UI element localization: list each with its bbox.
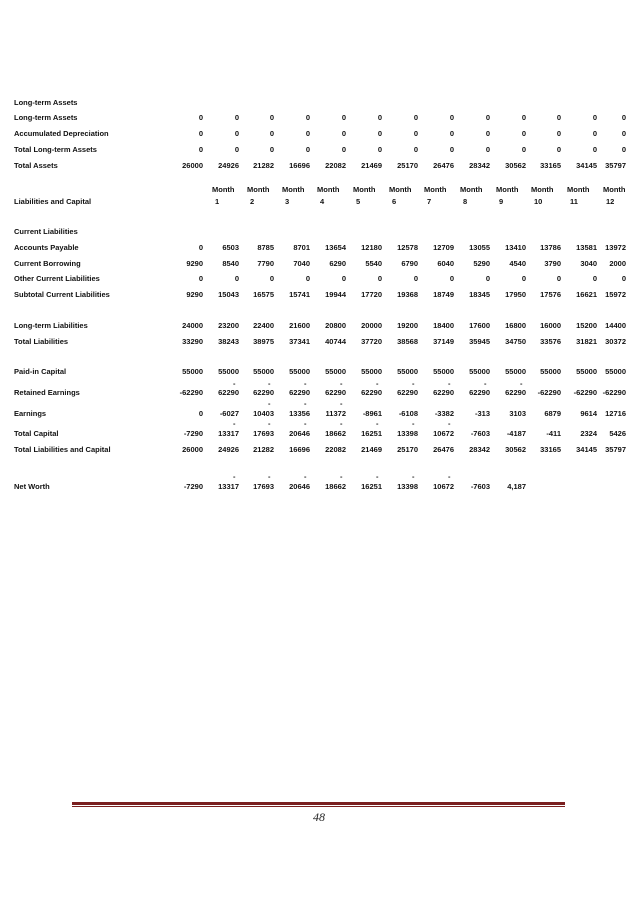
dash-mark: - <box>448 419 451 428</box>
row-value: 0 <box>305 274 310 283</box>
row-value: -7603 <box>470 429 490 438</box>
row-value: 12716 <box>605 409 626 418</box>
row-value: 2324 <box>580 429 597 438</box>
row-value: 16800 <box>505 321 526 330</box>
dash-mark: - <box>268 379 271 388</box>
row-value: 0 <box>485 113 490 122</box>
row-value: 13398 <box>397 482 418 491</box>
month-header-word: Month <box>603 185 626 194</box>
row-value: 21469 <box>361 445 382 454</box>
row-label: Liabilities and Capital <box>14 197 92 206</box>
row-value: 28342 <box>469 445 490 454</box>
row-value: 55000 <box>433 367 454 376</box>
row-value: 62290 <box>289 388 310 397</box>
row-value: 22082 <box>325 445 346 454</box>
row-value: 0 <box>556 145 561 154</box>
row-value: 6879 <box>544 409 561 418</box>
row-value: 55000 <box>182 367 203 376</box>
row-value: 25170 <box>397 445 418 454</box>
row-value: 20000 <box>361 321 382 330</box>
row-value: 0 <box>485 145 490 154</box>
row-value: 10672 <box>433 482 454 491</box>
row-value: 62290 <box>361 388 382 397</box>
row-value: 0 <box>449 113 454 122</box>
row-value: 17950 <box>505 290 526 299</box>
row-value: 55000 <box>218 367 239 376</box>
row-value: 13356 <box>289 409 310 418</box>
row-value: 13317 <box>218 482 239 491</box>
dash-mark: - <box>448 472 451 481</box>
row-value: 62290 <box>253 388 274 397</box>
row-value: -313 <box>474 409 490 418</box>
row-value: 22400 <box>253 321 274 330</box>
month-header-word: Month <box>496 185 519 194</box>
row-value: 16000 <box>540 321 561 330</box>
dash-mark: - <box>304 399 307 408</box>
row-label: Total Assets <box>14 161 58 170</box>
row-value: 23200 <box>218 321 239 330</box>
row-value: -62290 <box>573 388 597 397</box>
row-label: Total Liabilities <box>14 337 69 346</box>
row-value: 0 <box>413 113 418 122</box>
row-value: 26476 <box>433 445 454 454</box>
row-label: Long-term Assets <box>14 113 78 122</box>
month-header-number: 2 <box>250 197 255 206</box>
table-row <box>0 112 638 124</box>
row-value: 0 <box>269 113 274 122</box>
row-value: 0 <box>305 145 310 154</box>
row-value: 0 <box>521 129 526 138</box>
row-value: 0 <box>234 274 239 283</box>
row-label: Retained Earnings <box>14 388 80 397</box>
row-value: 5540 <box>365 259 382 268</box>
footer-rule-thick <box>72 802 565 805</box>
row-value: 31821 <box>576 337 597 346</box>
row-value: -7603 <box>470 482 490 491</box>
row-value: 0 <box>485 129 490 138</box>
row-value: 0 <box>198 145 203 154</box>
row-value: 55000 <box>469 367 490 376</box>
row-value: 28342 <box>469 161 490 170</box>
table-row <box>0 428 638 440</box>
row-value: 34750 <box>505 337 526 346</box>
row-value: 0 <box>341 145 346 154</box>
month-header-word: Month <box>317 185 340 194</box>
row-value: 55000 <box>325 367 346 376</box>
row-value: 62290 <box>469 388 490 397</box>
row-value: -6027 <box>219 409 239 418</box>
row-value: 0 <box>521 274 526 283</box>
row-value: 24926 <box>218 445 239 454</box>
table-row <box>0 242 638 254</box>
dash-mark: - <box>520 379 523 388</box>
row-value: 0 <box>377 113 382 122</box>
row-value: 62290 <box>505 388 526 397</box>
dash-mark: - <box>268 399 271 408</box>
row-value: 55000 <box>505 367 526 376</box>
dash-mark: - <box>233 419 236 428</box>
dash-mark: - <box>340 419 343 428</box>
table-row <box>0 408 638 420</box>
row-value: 20646 <box>289 482 310 491</box>
row-value: 20800 <box>325 321 346 330</box>
row-value: 0 <box>377 274 382 283</box>
row-value: 37720 <box>361 337 382 346</box>
row-value: 18400 <box>433 321 454 330</box>
dash-mark: - <box>268 472 271 481</box>
row-value: 19368 <box>397 290 418 299</box>
month-header-number: 11 <box>570 197 578 206</box>
row-value: 0 <box>521 145 526 154</box>
row-value: 6790 <box>401 259 418 268</box>
row-label: Current Liabilities <box>14 227 78 236</box>
row-value: 21282 <box>253 445 274 454</box>
month-header-number: 7 <box>427 197 432 206</box>
row-value: -62290 <box>179 388 203 397</box>
row-value: 8701 <box>293 243 310 252</box>
row-value: 0 <box>621 274 626 283</box>
row-value: 11372 <box>325 409 346 418</box>
table-row <box>0 258 638 270</box>
row-value: 9290 <box>186 259 203 268</box>
dash-mark: - <box>376 419 379 428</box>
row-value: 33576 <box>540 337 561 346</box>
row-value: 12709 <box>433 243 454 252</box>
row-value: -7290 <box>183 429 203 438</box>
row-value: 2000 <box>609 259 626 268</box>
row-value: 55000 <box>253 367 274 376</box>
row-value: 0 <box>269 274 274 283</box>
row-value: 55000 <box>576 367 597 376</box>
dash-mark: - <box>340 472 343 481</box>
row-value: 3790 <box>544 259 561 268</box>
table-row <box>0 273 638 285</box>
table-row <box>0 336 638 348</box>
row-value: 0 <box>592 129 597 138</box>
row-value: 55000 <box>397 367 418 376</box>
row-value: 21282 <box>253 161 274 170</box>
table-row <box>0 320 638 332</box>
row-value: -6108 <box>398 409 418 418</box>
row-value: 18662 <box>325 482 346 491</box>
table-row <box>0 128 638 140</box>
row-value: 14400 <box>605 321 626 330</box>
month-header-word: Month <box>424 185 447 194</box>
table-row <box>0 366 638 378</box>
dash-mark: - <box>376 379 379 388</box>
row-label: Total Liabilities and Capital <box>14 445 111 454</box>
row-value: 13581 <box>576 243 597 252</box>
row-value: 62290 <box>433 388 454 397</box>
row-value: 0 <box>198 129 203 138</box>
row-value: 38568 <box>397 337 418 346</box>
row-value: 34145 <box>576 445 597 454</box>
row-value: 8785 <box>257 243 274 252</box>
row-value: 0 <box>621 129 626 138</box>
month-header-number: 1 <box>215 197 220 206</box>
page-number: 48 <box>313 810 325 824</box>
row-label: Subtotal Current Liabilities <box>14 290 110 299</box>
table-row <box>0 289 638 301</box>
row-value: 24000 <box>182 321 203 330</box>
table-row <box>0 481 638 493</box>
month-header-word: Month <box>212 185 235 194</box>
dash-mark: - <box>268 419 271 428</box>
row-value: 21600 <box>289 321 310 330</box>
row-value: 21469 <box>361 161 382 170</box>
row-label: Net Worth <box>14 482 50 491</box>
row-value: 62290 <box>397 388 418 397</box>
row-value: 22082 <box>325 161 346 170</box>
row-value: 0 <box>449 145 454 154</box>
row-value: 16696 <box>289 445 310 454</box>
row-value: 38975 <box>253 337 274 346</box>
table-row <box>0 226 638 238</box>
row-value: 30562 <box>505 161 526 170</box>
month-header-number: 12 <box>606 197 615 206</box>
dash-mark: - <box>340 399 343 408</box>
row-value: 0 <box>269 129 274 138</box>
row-value: 37149 <box>433 337 454 346</box>
month-header-number: 3 <box>285 197 290 206</box>
row-value: 18749 <box>433 290 454 299</box>
row-value: 18662 <box>325 429 346 438</box>
row-value: 30562 <box>505 445 526 454</box>
row-value: 0 <box>413 145 418 154</box>
row-value: 0 <box>198 113 203 122</box>
month-header-number: 10 <box>534 197 543 206</box>
row-label: Accumulated Depreciation <box>14 129 109 138</box>
row-value: 9290 <box>186 290 203 299</box>
row-value: 19944 <box>325 290 346 299</box>
row-value: 26476 <box>433 161 454 170</box>
row-value: 13055 <box>469 243 490 252</box>
row-value: 15741 <box>289 290 310 299</box>
row-value: 35945 <box>469 337 490 346</box>
dash-mark: - <box>304 472 307 481</box>
row-value: 0 <box>592 274 597 283</box>
month-header-number: 5 <box>356 197 361 206</box>
month-header-number: 4 <box>320 197 325 206</box>
table-row <box>0 160 638 172</box>
dash-mark: - <box>412 379 415 388</box>
month-header-number: 8 <box>463 197 468 206</box>
row-value: 17576 <box>540 290 561 299</box>
table-row <box>0 144 638 156</box>
dash-mark: - <box>412 472 415 481</box>
row-value: 16696 <box>289 161 310 170</box>
row-value: 13410 <box>505 243 526 252</box>
row-value: 55000 <box>361 367 382 376</box>
row-value: 3103 <box>509 409 526 418</box>
row-value: -411 <box>546 429 561 438</box>
row-label: Long-term Liabilities <box>14 321 88 330</box>
row-value: 37341 <box>289 337 310 346</box>
month-header-word: Month <box>282 185 305 194</box>
row-value: 33165 <box>540 161 561 170</box>
row-value: 16251 <box>361 482 382 491</box>
month-header-word: Month <box>247 185 270 194</box>
table-row <box>0 387 638 399</box>
dash-mark: - <box>412 419 415 428</box>
row-value: 0 <box>556 274 561 283</box>
row-value: 12180 <box>361 243 382 252</box>
row-value: 6503 <box>222 243 239 252</box>
row-value: 0 <box>234 129 239 138</box>
row-value: 10672 <box>433 429 454 438</box>
row-value: 12578 <box>397 243 418 252</box>
row-value: 10403 <box>253 409 274 418</box>
dash-mark: - <box>376 472 379 481</box>
row-value: 3040 <box>580 259 597 268</box>
row-value: 35797 <box>605 161 626 170</box>
row-value: 0 <box>621 113 626 122</box>
row-value: 0 <box>521 113 526 122</box>
row-value: 0 <box>234 113 239 122</box>
row-value: 17693 <box>253 429 274 438</box>
row-value: 6040 <box>437 259 454 268</box>
row-value: 24926 <box>218 161 239 170</box>
row-value: 15200 <box>576 321 597 330</box>
row-value: -3382 <box>434 409 454 418</box>
row-value: 0 <box>449 274 454 283</box>
month-header-word: Month <box>389 185 412 194</box>
row-label: Total Capital <box>14 429 59 438</box>
month-header-word: Month <box>567 185 590 194</box>
row-value: 62290 <box>218 388 239 397</box>
month-header-number: 6 <box>392 197 397 206</box>
row-value: 25170 <box>397 161 418 170</box>
row-value: 15972 <box>605 290 626 299</box>
dash-mark: - <box>304 379 307 388</box>
row-value: 34145 <box>576 161 597 170</box>
month-header-number: 9 <box>499 197 504 206</box>
row-value: 33165 <box>540 445 561 454</box>
row-value: 13654 <box>325 243 346 252</box>
row-value: 0 <box>449 129 454 138</box>
row-label: Current Borrowing <box>14 259 81 268</box>
row-value: 0 <box>341 274 346 283</box>
row-value: 0 <box>377 129 382 138</box>
row-label: Earnings <box>14 409 47 418</box>
row-label: Long-term Assets <box>14 98 78 107</box>
row-value: 0 <box>341 129 346 138</box>
row-label: Accounts Payable <box>14 243 79 252</box>
row-value: 40744 <box>325 337 346 346</box>
dash-mark: - <box>484 379 487 388</box>
row-value: 17600 <box>469 321 490 330</box>
row-value: 13972 <box>605 243 626 252</box>
row-value: 4,187 <box>507 482 526 491</box>
row-value: 0 <box>305 113 310 122</box>
row-value: -4187 <box>506 429 526 438</box>
row-value: 13317 <box>218 429 239 438</box>
row-value: 7040 <box>293 259 310 268</box>
dash-mark: - <box>304 419 307 428</box>
row-value: 18345 <box>469 290 490 299</box>
row-value: 0 <box>413 274 418 283</box>
row-value: 0 <box>485 274 490 283</box>
row-label: Other Current Liabilities <box>14 274 100 283</box>
row-value: 0 <box>305 129 310 138</box>
row-value: 0 <box>592 113 597 122</box>
row-value: 9614 <box>580 409 597 418</box>
row-value: 15043 <box>218 290 239 299</box>
month-header-word: Month <box>353 185 376 194</box>
row-value: 35797 <box>605 445 626 454</box>
row-value: 16575 <box>253 290 274 299</box>
row-value: 16251 <box>361 429 382 438</box>
row-value: 0 <box>198 274 203 283</box>
table-row <box>0 444 638 456</box>
row-value: 17693 <box>253 482 274 491</box>
row-value: 5290 <box>473 259 490 268</box>
row-value: 4540 <box>509 259 526 268</box>
row-value: 0 <box>198 243 203 252</box>
row-label: Total Long-term Assets <box>14 145 97 154</box>
row-value: -7290 <box>183 482 203 491</box>
row-value: 0 <box>556 129 561 138</box>
row-value: 0 <box>341 113 346 122</box>
row-value: 6290 <box>329 259 346 268</box>
row-value: 17720 <box>361 290 382 299</box>
row-value: 0 <box>413 129 418 138</box>
row-value: 7790 <box>257 259 274 268</box>
row-value: 5426 <box>609 429 626 438</box>
dash-mark: - <box>448 379 451 388</box>
row-value: 0 <box>198 409 203 418</box>
row-value: -62290 <box>537 388 561 397</box>
row-value: 33290 <box>182 337 203 346</box>
row-value: -62290 <box>602 388 626 397</box>
month-header-word: Month <box>531 185 554 194</box>
row-value: 20646 <box>289 429 310 438</box>
row-value: 55000 <box>289 367 310 376</box>
month-header-word: Month <box>460 185 483 194</box>
row-value: -8961 <box>362 409 382 418</box>
row-value: 16621 <box>576 290 597 299</box>
dash-mark: - <box>233 472 236 481</box>
row-value: 55000 <box>540 367 561 376</box>
row-value: 13398 <box>397 429 418 438</box>
row-value: 26000 <box>182 445 203 454</box>
row-value: 19200 <box>397 321 418 330</box>
row-value: 0 <box>592 145 597 154</box>
row-label: Paid-in Capital <box>14 367 67 376</box>
row-value: 0 <box>234 145 239 154</box>
row-value: 0 <box>556 113 561 122</box>
dash-mark: - <box>233 379 236 388</box>
row-value: 0 <box>269 145 274 154</box>
footer-rule-thin <box>72 806 565 807</box>
row-value: 13786 <box>540 243 561 252</box>
row-value: 30372 <box>605 337 626 346</box>
row-value: 38243 <box>218 337 239 346</box>
dash-mark: - <box>340 379 343 388</box>
table-row <box>0 97 638 109</box>
row-value: 55000 <box>605 367 626 376</box>
row-value: 26000 <box>182 161 203 170</box>
row-value: 8540 <box>222 259 239 268</box>
row-value: 62290 <box>325 388 346 397</box>
row-value: 0 <box>621 145 626 154</box>
row-value: 0 <box>377 145 382 154</box>
